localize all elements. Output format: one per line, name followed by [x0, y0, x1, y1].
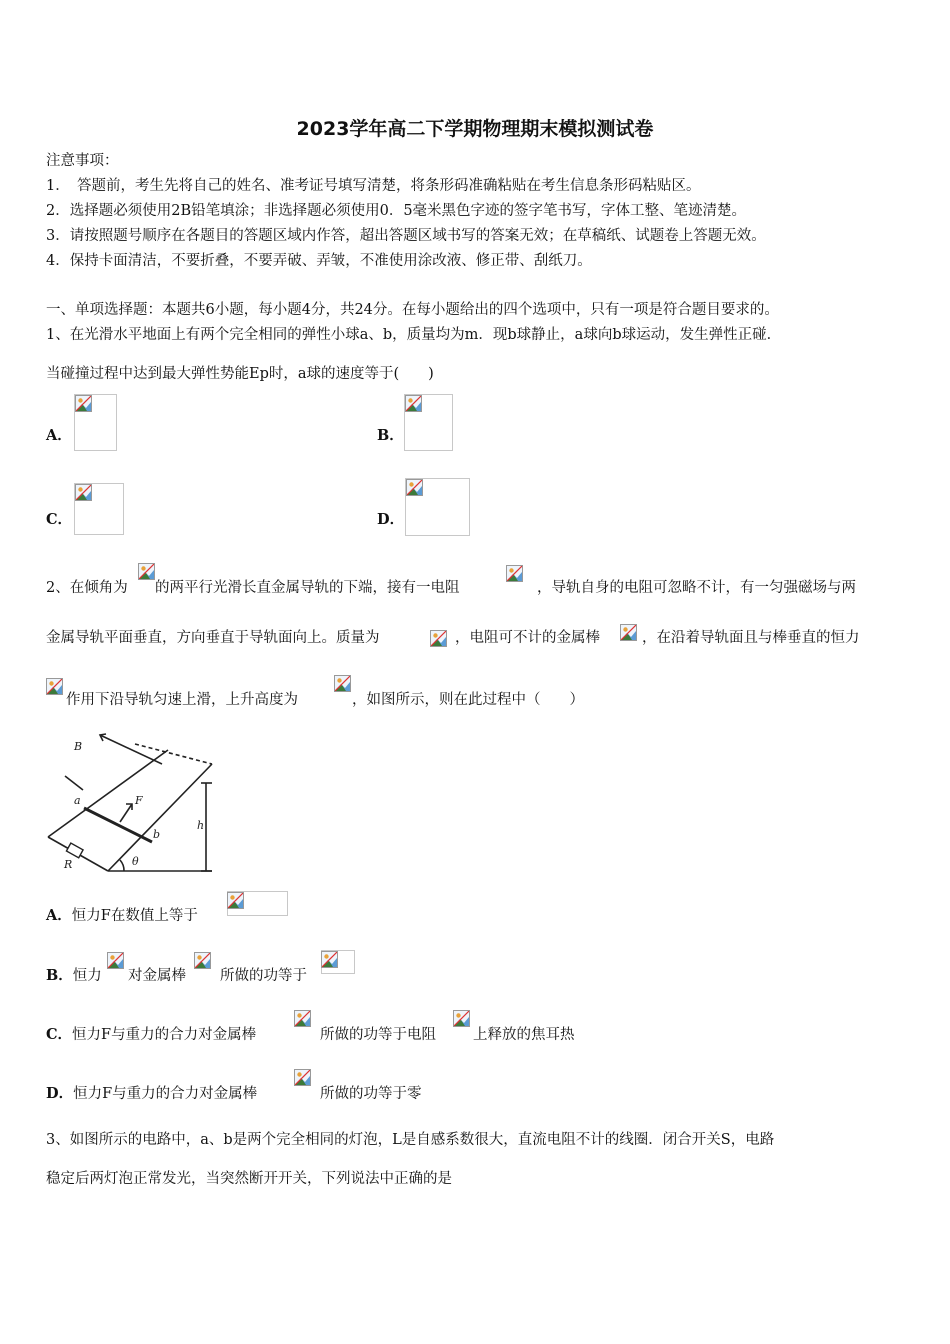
page-title: 2023学年高二下学期物理期末模拟测试卷 [296, 118, 654, 140]
broken-image-icon [620, 624, 637, 641]
broken-image-icon [75, 395, 92, 412]
resistor-symbol [66, 843, 83, 858]
angle-arc [120, 860, 124, 871]
rod-pointer [65, 776, 83, 790]
broken-image-icon [107, 952, 124, 969]
notice-item-4: 4．保持卡面清洁，不要折叠，不要弄破、弄皱，不准使用涂改液、修正带、刮纸刀。 [46, 253, 592, 269]
broken-image-icon [138, 563, 155, 580]
q2-option-a-text: 恒力F在数值上等于 [71, 908, 198, 924]
broken-image-icon [453, 1010, 470, 1027]
q2-option-d-text-2: 所做的功等于零 [320, 1086, 422, 1102]
label-R: R [64, 858, 73, 871]
label-B: B [74, 740, 83, 753]
broken-image-icon [75, 484, 92, 501]
metal-rod [84, 808, 152, 842]
label-b: b [153, 828, 161, 841]
q2-option-b[interactable] [46, 966, 102, 986]
q3-line2: 稳定后两灯泡正常发光，当突然断开开关，下列说法中正确的是 [46, 1171, 452, 1187]
label-F: F [135, 794, 143, 807]
q2-text-7: 作用下沿导轨匀速上滑，上升高度为 [66, 692, 298, 708]
q1-option-c-label[interactable]: C． [46, 511, 73, 528]
q2-option-c-text-3: 上释放的焦耳热 [473, 1027, 575, 1043]
broken-image-icon [506, 565, 523, 582]
q2-option-b-text-2: 对金属棒 [128, 968, 186, 984]
q2-option-b-text-3: 所做的功等于 [220, 968, 307, 984]
q3-line1: 3、如图所示的电路中，a、b是两个完全相同的灯泡，L是自感系数很大，直流电阻不计的线圈．闭合开关S，电路 [46, 1132, 775, 1148]
notice-item-3: 3．请按照题号顺序在各题目的答题区域内作答，超出答题区域书写的答案无效；在草稿纸、试题卷上答题无效。 [46, 228, 766, 244]
section-heading: 一、单项选择题：本题共6小题，每小题4分，共24分。在每小题给出的四个选项中，只有一项是符合题目要求的。 [46, 302, 779, 318]
notice-heading: 注意事项： [46, 153, 119, 169]
q1-option-b-label[interactable]: B． [377, 427, 404, 444]
q2-option-c-text-2: 所做的功等于电阻 [320, 1027, 436, 1043]
q2-text-6: ，在沿着导轨面且与棒垂直的恒力 [642, 630, 860, 646]
q2-option-d-text-1: 恒力F与重力的合力对金属棒 [73, 1086, 258, 1102]
q2-text-5: ，电阻可不计的金属棒 [455, 630, 600, 646]
broken-image-icon [294, 1010, 311, 1027]
rail-upper [48, 750, 168, 837]
label-a: a [74, 794, 81, 807]
broken-image-icon [227, 892, 244, 909]
broken-image-icon [405, 395, 422, 412]
q2-option-a[interactable] [46, 906, 198, 926]
label-h: h [197, 819, 205, 832]
broken-image-icon [194, 952, 211, 969]
field-arrow [100, 735, 162, 764]
q2-text-2: 的两平行光滑长直金属导轨的下端，接有一电阻 [155, 580, 460, 596]
broken-image-icon [334, 675, 351, 692]
broken-image-icon [406, 479, 423, 496]
notice-item-1: 1． 答题前，考生先将自己的姓名、准考证号填写清楚，将条形码准确粘贴在考生信息条形码粘贴区。 [46, 178, 701, 194]
q2-text-4: 金属导轨平面垂直，方向垂直于导轨面向上。质量为 [46, 630, 380, 646]
q2-option-b-text-1: 恒力 [72, 968, 102, 984]
broken-image-icon [430, 630, 447, 647]
q2-option-a-label: A． [46, 907, 72, 924]
broken-image-icon [46, 678, 63, 695]
q1-line2: 当碰撞过程中达到最大弹性势能Ep时，a球的速度等于( ) [46, 366, 434, 382]
q2-text-8: ，如图所示，则在此过程中（ ） [352, 692, 584, 708]
q2-option-c-text-1: 恒力F与重力的合力对金属棒 [72, 1027, 257, 1043]
q2-text-3: ，导轨自身的电阻可忽略不计，有一匀强磁场与两 [537, 580, 856, 596]
q1-option-a-label[interactable]: A． [46, 427, 72, 444]
label-theta: θ [132, 855, 139, 868]
q2-option-b-label: B． [46, 967, 73, 984]
q2-option-c-label: C． [46, 1026, 73, 1043]
q2-option-d-label: D． [46, 1085, 74, 1102]
q1-option-d-label[interactable]: D． [377, 511, 405, 528]
notice-item-2: 2．选择题必须使用2B铅笔填涂；非选择题必须使用0．5毫米黑色字迹的签字笔书写，字体工整、笔迹清楚。 [46, 203, 747, 219]
force-arrow [120, 804, 132, 822]
q2-text-1: 2、在倾角为 [46, 580, 128, 596]
dashed-top [135, 744, 212, 764]
q2-option-d[interactable] [46, 1084, 257, 1104]
q1-line1: 1、在光滑水平地面上有两个完全相同的弹性小球a、b，质量均为m．现b球静止，a球向b球运动，发生弹性正碰． [46, 327, 782, 343]
q2-option-c[interactable] [46, 1025, 256, 1045]
q2-incline-figure [40, 732, 230, 882]
broken-image-icon [321, 951, 338, 968]
broken-image-icon [294, 1069, 311, 1086]
